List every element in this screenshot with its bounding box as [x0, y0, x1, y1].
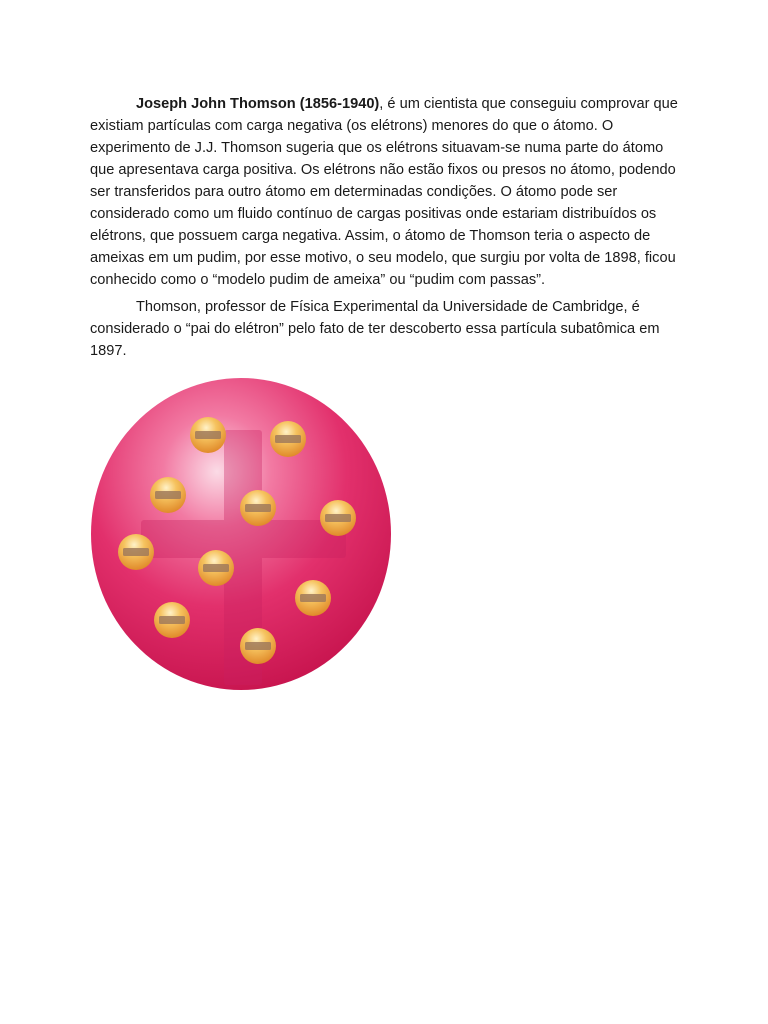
electron-icon [190, 417, 226, 453]
paragraph-1-bold-lead: Joseph John Thomson (1856-1940) [136, 96, 380, 112]
minus-sign-icon [203, 564, 229, 572]
paragraph-2 [90, 296, 678, 362]
minus-sign-icon [155, 491, 181, 499]
minus-sign-icon [275, 435, 301, 443]
electron-icon [295, 580, 331, 616]
atom-svg [86, 375, 396, 695]
paragraph-2-text: Thomson, professor de Física Experimental da Universidade de Cambridge, é considerado o “pai do elétron” pelo fato de ter descoberto essa partícula subatômica em 1897. [90, 299, 660, 359]
minus-sign-icon [123, 548, 149, 556]
electron-icon [198, 550, 234, 586]
electron-icon [270, 421, 306, 457]
thomson-atom-model-icon [86, 375, 396, 695]
electron-icon [320, 500, 356, 536]
paragraph-1 [90, 93, 678, 291]
minus-sign-icon [245, 504, 271, 512]
electron-icon [154, 602, 190, 638]
minus-sign-icon [325, 514, 351, 522]
minus-sign-icon [300, 594, 326, 602]
body-text [90, 93, 678, 367]
minus-sign-icon [195, 431, 221, 439]
electron-icon [240, 490, 276, 526]
minus-sign-icon [159, 616, 185, 624]
minus-sign-icon [245, 642, 271, 650]
electron-icon [150, 477, 186, 513]
electron-icon [118, 534, 154, 570]
paragraph-1-text: , é um cientista que conseguiu comprovar que existiam partículas com carga negativa (os elétrons) menores do que o átomo. O experimento de J.J. Thomson sugeria que os elétrons situavam-se numa parte do átomo que apresentava carga positiva. Os elétrons não estão fixos ou presos no átomo, podendo ser transferidos para outro átomo em determinadas condições. O átomo pode ser considerado como um fluido contínuo de cargas positivas onde estariam distribuídos os elétrons, que possuem carga negativa. Assim, o átomo de Thomson teria o aspecto de ameixas em um pudim, por esse motivo, o seu modelo, que surgiu por volta de 1898, ficou conhecido como o “modelo pudim de ameixa” ou “pudim com passas”. [90, 96, 678, 288]
electron-icon [240, 628, 276, 664]
